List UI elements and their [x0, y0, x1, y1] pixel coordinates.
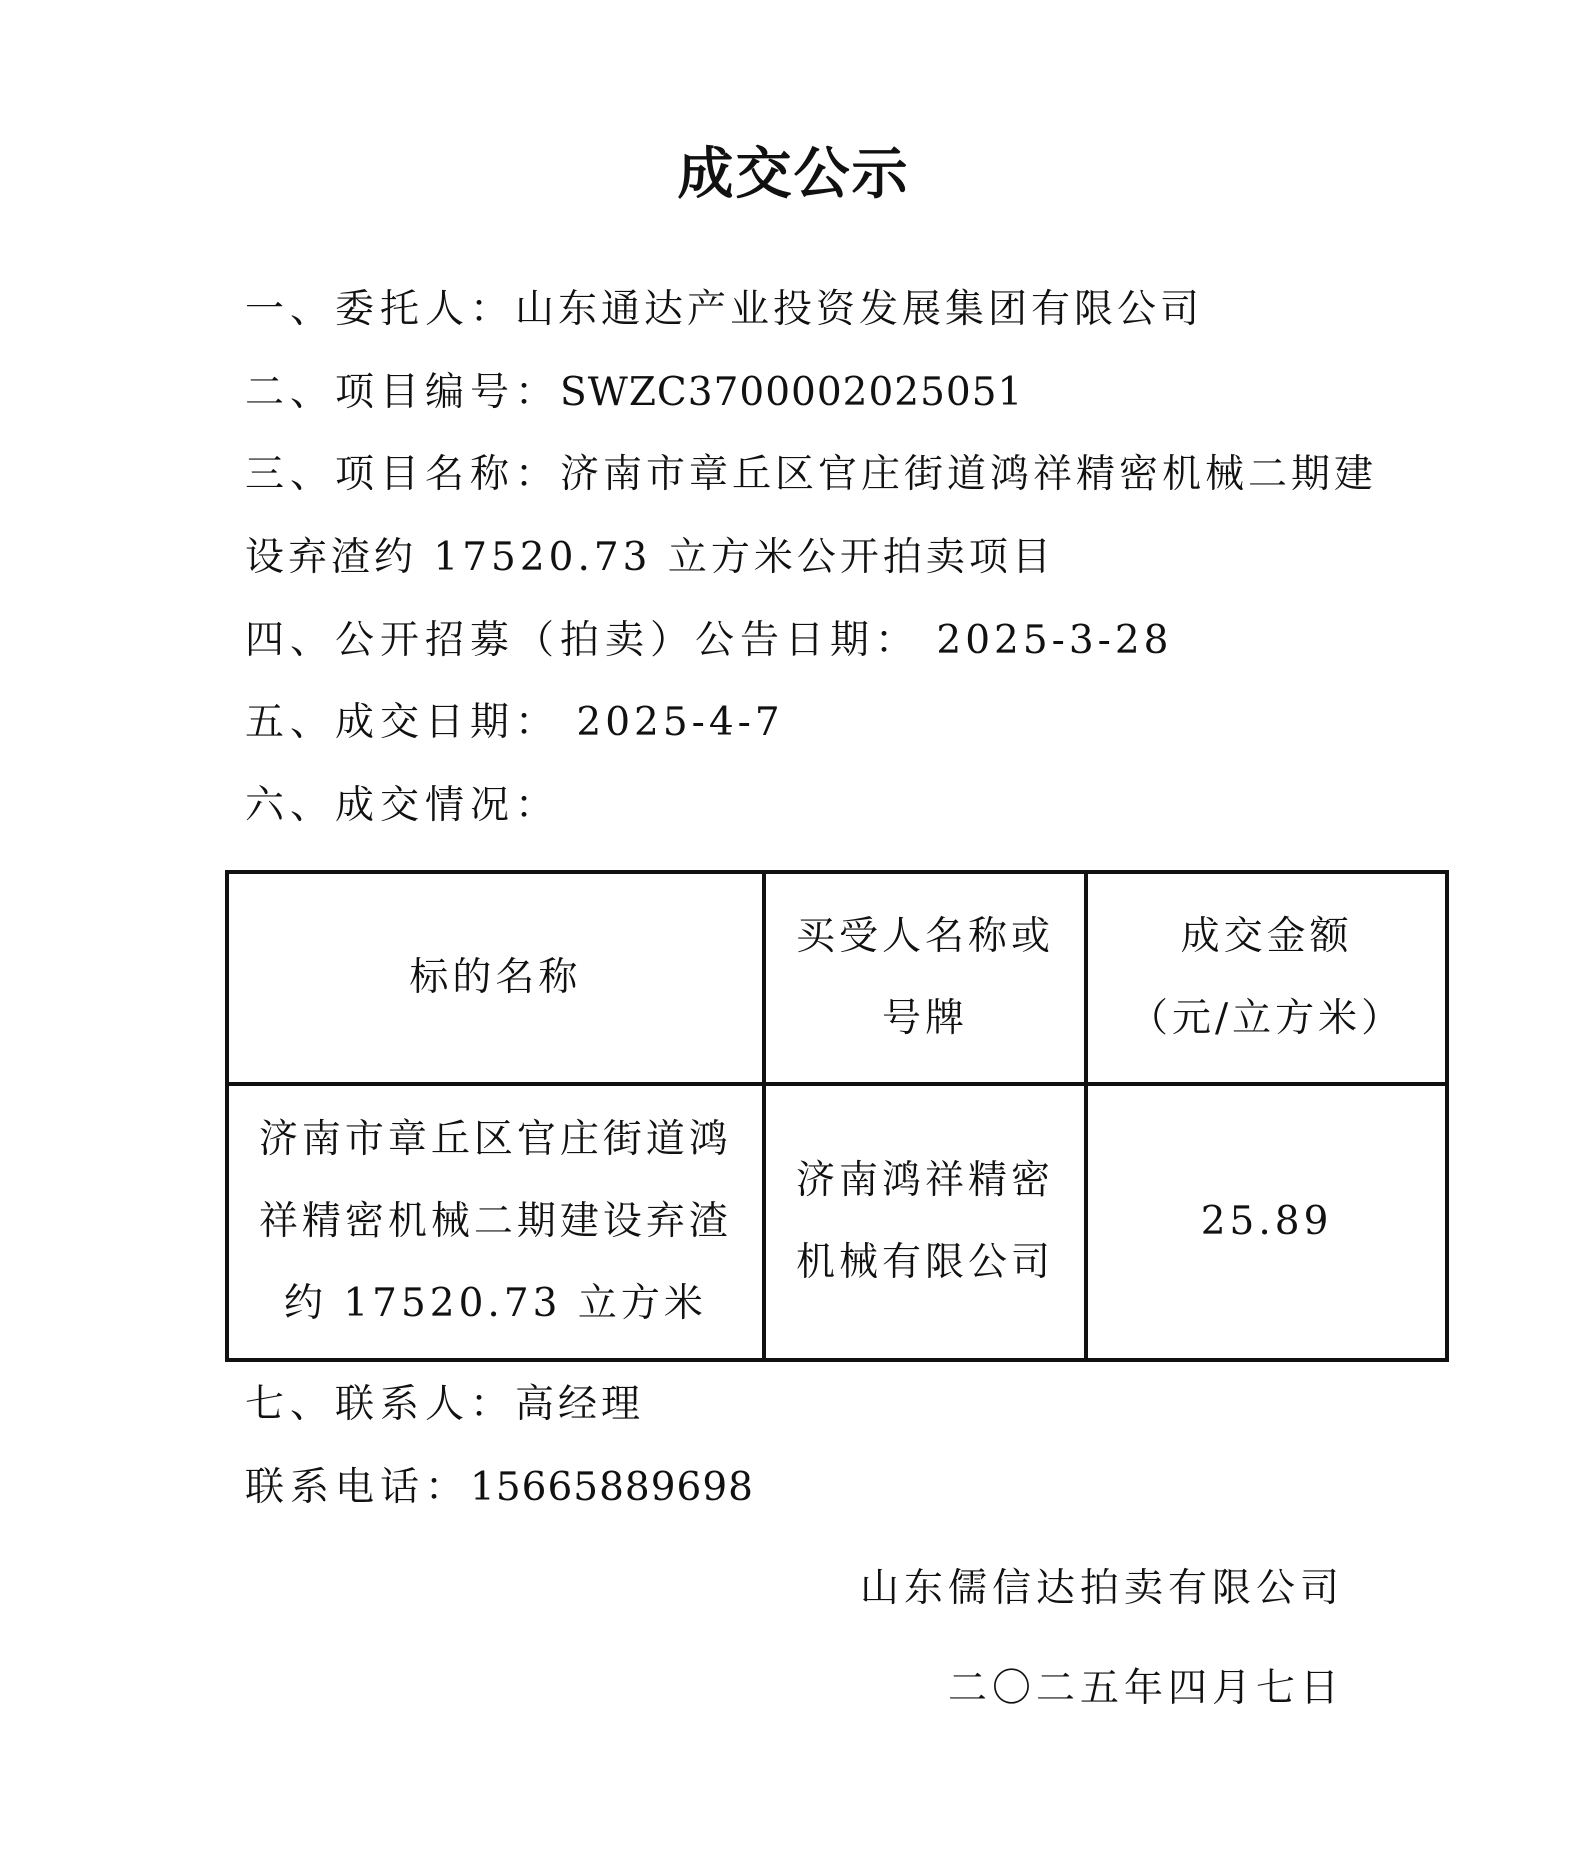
- header-buyer: [764, 872, 1086, 1084]
- client-value: 山东通达产业投资发展集团有限公司: [515, 287, 1204, 332]
- page-title: 成交公示: [677, 142, 910, 207]
- project-name-value: 济南市章丘区官庄街道鸿祥精密机械二期建: [560, 452, 1378, 497]
- cell-buyer-text: 济南鸿祥精密 机械有限公司: [795, 1158, 1054, 1285]
- project-number-value: SWZC3700002025051: [560, 370, 1024, 415]
- result-table: [225, 870, 1449, 1362]
- project-name-label: 三、项目名称：: [245, 452, 561, 497]
- cell-amount: [1086, 1084, 1447, 1360]
- table-header-row: [227, 872, 1447, 1084]
- announcement-date-label: 四、公开招募（拍卖）公告日期：: [245, 618, 921, 663]
- deal-status-line: [245, 781, 560, 831]
- project-number-line: [245, 368, 1023, 418]
- phone-value: 15665889698: [470, 1465, 754, 1510]
- project-name-continuation: 设弃渣约 17520.73 立方米公开拍卖项目: [245, 535, 1055, 580]
- cell-item-name: [227, 1084, 764, 1360]
- table-row: [227, 1084, 1447, 1360]
- deal-date-line: [245, 698, 784, 748]
- signature-date: 二〇二五年四月七日: [947, 1666, 1344, 1711]
- client-line: [245, 285, 1203, 335]
- deal-date-label: 五、成交日期：: [245, 700, 561, 745]
- header-item-name-text: 标的名称: [409, 955, 582, 1000]
- project-name-line: [245, 450, 1377, 500]
- cell-item-name-text: 济南市章丘区官庄街道鸿 祥精密机械二期建设弃渣 约 17520.73 立方米: [258, 1117, 732, 1326]
- contact-line: [245, 1380, 644, 1430]
- deal-status-label: 六、成交情况：: [245, 783, 561, 828]
- header-amount: [1086, 872, 1447, 1084]
- cell-buyer: [764, 1084, 1086, 1360]
- deal-date-value: 2025-4-7: [560, 700, 784, 745]
- phone-line: [245, 1463, 754, 1513]
- contact-label: 七、联系人：: [245, 1382, 516, 1427]
- announcement-date-line: [245, 616, 1172, 666]
- header-buyer-text: 买受人名称或 号牌: [795, 914, 1054, 1041]
- cell-amount-text: 25.89: [1200, 1199, 1333, 1244]
- announcement-date-value: 2025-3-28: [920, 618, 1173, 663]
- contact-value: 高经理: [515, 1382, 645, 1427]
- header-item-name: [227, 872, 764, 1084]
- header-amount-text: 成交金额 （元/立方米）: [1129, 914, 1405, 1041]
- signature-company: 山东儒信达拍卖有限公司: [859, 1566, 1344, 1611]
- client-label: 一、委托人：: [245, 287, 516, 332]
- phone-label: 联系电话：: [245, 1465, 471, 1510]
- project-number-label: 二、项目编号：: [245, 370, 561, 415]
